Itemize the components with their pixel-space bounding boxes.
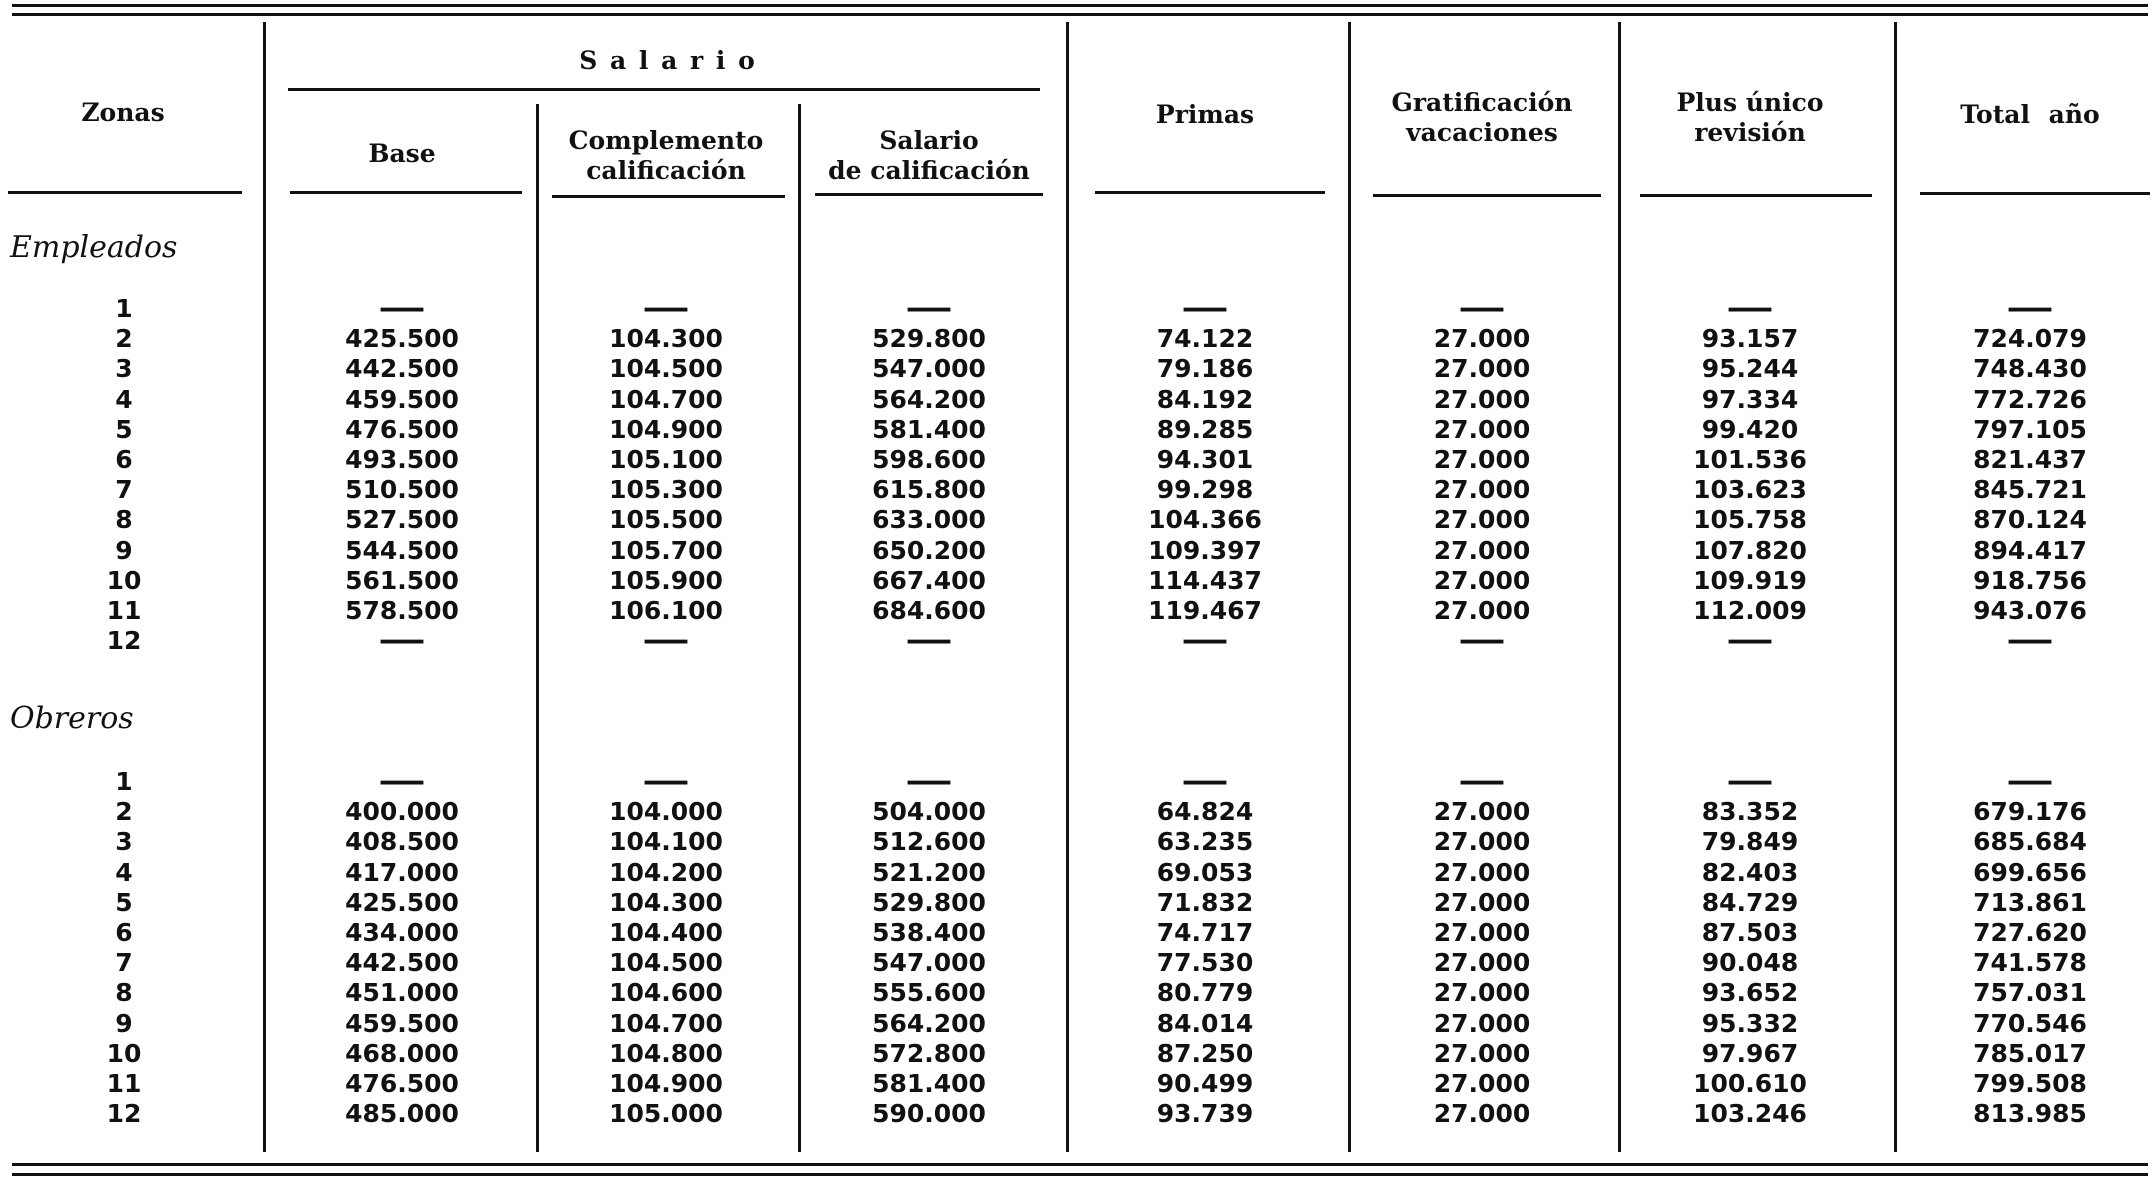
cell-base: 400.000 [345, 797, 459, 827]
cell-total: 772.726 [1973, 384, 2087, 414]
zone-number: 3 [115, 827, 133, 857]
cell-primas: 90.499 [1156, 1069, 1254, 1098]
cell-complemento: 104.200 [609, 857, 723, 887]
col-divider-5 [1348, 22, 1351, 1152]
salario-underline [288, 88, 1040, 91]
header-plus-line1: Plus único [1676, 88, 1824, 117]
cell-salario-calificacion: 581.400 [872, 414, 986, 444]
cell-primas: 77.530 [1156, 948, 1254, 978]
cell-complemento: 104.300 [609, 887, 723, 917]
col-divider-1 [263, 22, 266, 1152]
cell-salario-calificacion: 598.600 [872, 445, 986, 474]
cell-primas: 80.779 [1156, 978, 1254, 1008]
cell-base: 578.500 [345, 596, 459, 625]
cell-gratificacion: 27.000 [1433, 354, 1531, 384]
cell-base: 451.000 [345, 978, 459, 1008]
cell-complemento: 104.100 [609, 827, 723, 857]
cell-salario-calificacion: — [905, 623, 953, 659]
cell-primas: 71.832 [1156, 887, 1254, 917]
cell-base: — [378, 623, 426, 659]
header-complemento-line2: calificación [586, 156, 746, 185]
cell-complemento: 105.000 [609, 1099, 723, 1129]
cell-complemento: 104.900 [609, 414, 723, 444]
cell-complemento: 106.100 [609, 596, 723, 625]
cell-base: 434.000 [345, 918, 459, 947]
cell-plus: 90.048 [1701, 948, 1799, 978]
cell-gratificacion: — [1458, 623, 1506, 659]
cell-gratificacion: 27.000 [1433, 948, 1531, 978]
cell-complemento: 104.500 [609, 354, 723, 384]
zone-number: 8 [115, 505, 133, 535]
cell-primas: 74.717 [1156, 918, 1254, 947]
cell-plus: 100.610 [1693, 1069, 1807, 1098]
header-rule-primas [1095, 191, 1325, 194]
section-title-empleados: Empleados [10, 230, 178, 265]
cell-primas: 64.824 [1156, 797, 1254, 827]
zone-number: 12 [106, 626, 142, 656]
cell-plus: — [1726, 764, 1774, 799]
col-divider-2 [536, 104, 539, 1152]
cell-plus: 109.919 [1693, 565, 1807, 595]
cell-complemento: 104.600 [609, 978, 723, 1008]
cell-plus: 82.403 [1701, 857, 1799, 887]
cell-gratificacion: — [1458, 291, 1506, 326]
header-salario-calificacion [828, 126, 1030, 186]
cell-total: 918.756 [1973, 565, 2087, 595]
cell-complemento: 105.300 [609, 475, 723, 505]
cell-total: — [2006, 764, 2054, 799]
cell-plus: 112.009 [1693, 596, 1807, 625]
cell-plus: 93.157 [1701, 324, 1799, 354]
cell-salario-calificacion: 650.200 [872, 535, 986, 565]
cell-base: 425.500 [345, 324, 459, 354]
header-rule-base [290, 191, 522, 194]
header-total: Total año [1960, 100, 2100, 129]
cell-complemento: 104.700 [609, 384, 723, 414]
header-rule-zonas [8, 191, 242, 194]
cell-plus: 107.820 [1693, 535, 1807, 565]
top-rule-2 [12, 13, 2148, 16]
cell-total: 757.031 [1973, 978, 2087, 1008]
cell-primas: 89.285 [1156, 414, 1254, 444]
zone-number: 8 [115, 978, 133, 1008]
cell-primas: — [1181, 623, 1229, 659]
top-rule-1 [12, 4, 2148, 7]
cell-base: — [378, 291, 426, 326]
cell-total: 813.985 [1973, 1099, 2087, 1129]
cell-base: — [378, 764, 426, 799]
cell-base: 459.500 [345, 1008, 459, 1038]
header-plus-line2: revisión [1694, 118, 1806, 147]
zone-number: 10 [106, 565, 142, 595]
header-complemento [569, 126, 764, 186]
zone-number: 4 [115, 857, 133, 887]
header-gratificacion [1392, 88, 1573, 148]
cell-salario-calificacion: 581.400 [872, 1069, 986, 1098]
zone-number: 5 [115, 414, 133, 444]
zone-number: 7 [115, 948, 133, 978]
cell-total: 679.176 [1973, 797, 2087, 827]
cell-total: 845.721 [1973, 475, 2087, 505]
cell-total: 699.656 [1973, 857, 2087, 887]
cell-plus: 79.849 [1701, 827, 1799, 857]
cell-complemento: 104.400 [609, 918, 723, 947]
header-rule-gratificacion [1373, 194, 1601, 197]
header-rule-salario [815, 193, 1043, 196]
cell-salario-calificacion: 547.000 [872, 948, 986, 978]
header-rule-total [1920, 192, 2150, 195]
cell-base: 476.500 [345, 1069, 459, 1098]
col-divider-4 [1066, 22, 1069, 1152]
cell-primas: 69.053 [1156, 857, 1254, 887]
cell-salario-calificacion: 529.800 [872, 887, 986, 917]
zone-number: 2 [115, 324, 133, 354]
cell-primas: 79.186 [1156, 354, 1254, 384]
cell-primas: 94.301 [1156, 445, 1254, 474]
cell-complemento: 104.700 [609, 1008, 723, 1038]
cell-complemento: 104.900 [609, 1069, 723, 1098]
cell-gratificacion: 27.000 [1433, 596, 1531, 625]
zone-number: 7 [115, 475, 133, 505]
cell-plus: 93.652 [1701, 978, 1799, 1008]
cell-base: 476.500 [345, 414, 459, 444]
cell-salario-calificacion: 504.000 [872, 797, 986, 827]
zone-number: 6 [115, 445, 133, 474]
cell-plus: 103.246 [1693, 1099, 1807, 1129]
cell-complemento: — [642, 764, 690, 799]
cell-total: 713.861 [1973, 887, 2087, 917]
cell-complemento: 105.900 [609, 565, 723, 595]
cell-salario-calificacion: 512.600 [872, 827, 986, 857]
header-plus [1677, 88, 1824, 148]
zone-number: 2 [115, 797, 133, 827]
cell-plus: 95.244 [1701, 354, 1799, 384]
cell-plus: — [1726, 291, 1774, 326]
cell-total: 821.437 [1973, 445, 2087, 474]
cell-gratificacion: 27.000 [1433, 1069, 1531, 1098]
cell-total: 799.508 [1973, 1069, 2087, 1098]
cell-salario-calificacion: 555.600 [872, 978, 986, 1008]
cell-primas: 109.397 [1148, 535, 1262, 565]
cell-total: 685.684 [1973, 827, 2087, 857]
cell-primas: 84.014 [1156, 1008, 1254, 1038]
cell-salario-calificacion: 590.000 [872, 1099, 986, 1129]
cell-complemento: 104.500 [609, 948, 723, 978]
zone-number: 1 [115, 767, 133, 796]
cell-base: 510.500 [345, 475, 459, 505]
zone-number: 1 [115, 294, 133, 323]
cell-complemento: 104.000 [609, 797, 723, 827]
col-divider-3 [798, 104, 801, 1152]
cell-gratificacion: — [1458, 764, 1506, 799]
cell-primas: — [1181, 291, 1229, 326]
bottom-rule-1 [12, 1163, 2148, 1166]
cell-salario-calificacion: — [905, 764, 953, 799]
section-title-obreros: Obreros [10, 701, 134, 736]
cell-plus: 103.623 [1693, 475, 1807, 505]
cell-gratificacion: 27.000 [1433, 505, 1531, 535]
cell-total: 748.430 [1973, 354, 2087, 384]
cell-complemento: 104.300 [609, 324, 723, 354]
cell-complemento: 104.800 [609, 1038, 723, 1068]
cell-plus: 97.967 [1701, 1038, 1799, 1068]
header-salario-line2: de calificación [828, 156, 1030, 185]
cell-total: 894.417 [1973, 535, 2087, 565]
zone-number: 5 [115, 887, 133, 917]
cell-gratificacion: 27.000 [1433, 565, 1531, 595]
header-salario-line1: Salario [879, 126, 979, 155]
cell-complemento: 105.700 [609, 535, 723, 565]
cell-base: 417.000 [345, 857, 459, 887]
cell-total: 785.017 [1973, 1038, 2087, 1068]
zone-number: 4 [115, 384, 133, 414]
cell-total: 770.546 [1973, 1008, 2087, 1038]
cell-complemento: 105.500 [609, 505, 723, 535]
cell-plus: 95.332 [1701, 1008, 1799, 1038]
cell-total: — [2006, 623, 2054, 659]
cell-base: 527.500 [345, 505, 459, 535]
header-gratificacion-line2: vacaciones [1406, 118, 1558, 147]
cell-salario-calificacion: 633.000 [872, 505, 986, 535]
header-gratificacion-line1: Gratificación [1391, 88, 1573, 117]
cell-base: 561.500 [345, 565, 459, 595]
cell-gratificacion: 27.000 [1433, 887, 1531, 917]
cell-gratificacion: 27.000 [1433, 445, 1531, 474]
cell-base: 442.500 [345, 948, 459, 978]
cell-salario-calificacion: 564.200 [872, 1008, 986, 1038]
cell-complemento: 105.100 [609, 445, 723, 474]
zone-number: 9 [115, 1008, 133, 1038]
cell-total: 741.578 [1973, 948, 2087, 978]
cell-primas: 63.235 [1156, 827, 1254, 857]
zone-number: 3 [115, 354, 133, 384]
cell-gratificacion: 27.000 [1433, 978, 1531, 1008]
cell-primas: 84.192 [1156, 384, 1254, 414]
cell-gratificacion: 27.000 [1433, 918, 1531, 947]
cell-primas: 93.739 [1156, 1099, 1254, 1129]
cell-salario-calificacion: 615.800 [872, 475, 986, 505]
cell-total: 870.124 [1973, 505, 2087, 535]
header-rule-plus [1640, 194, 1872, 197]
header-zonas: Zonas [81, 98, 165, 127]
cell-gratificacion: 27.000 [1433, 414, 1531, 444]
cell-salario-calificacion: 572.800 [872, 1038, 986, 1068]
cell-total: 943.076 [1973, 596, 2087, 625]
zone-number: 10 [106, 1038, 142, 1068]
cell-primas: 87.250 [1156, 1038, 1254, 1068]
cell-salario-calificacion: 521.200 [872, 857, 986, 887]
cell-gratificacion: 27.000 [1433, 535, 1531, 565]
header-salario-group: S a l a r i o [579, 46, 757, 75]
cell-salario-calificacion: 564.200 [872, 384, 986, 414]
cell-primas: 104.366 [1148, 505, 1262, 535]
zone-number: 11 [106, 1069, 142, 1098]
header-rule-complemento [552, 195, 785, 198]
bottom-rule-2 [12, 1173, 2148, 1176]
cell-plus: 97.334 [1701, 384, 1799, 414]
cell-plus: 84.729 [1701, 887, 1799, 917]
cell-total: 727.620 [1973, 918, 2087, 947]
cell-gratificacion: 27.000 [1433, 475, 1531, 505]
cell-salario-calificacion: 538.400 [872, 918, 986, 947]
cell-total: 724.079 [1973, 324, 2087, 354]
cell-primas: 99.298 [1156, 475, 1254, 505]
cell-primas: 114.437 [1148, 565, 1262, 595]
cell-plus: — [1726, 623, 1774, 659]
cell-plus: 105.758 [1693, 505, 1807, 535]
cell-complemento: — [642, 623, 690, 659]
cell-gratificacion: 27.000 [1433, 797, 1531, 827]
cell-gratificacion: 27.000 [1433, 857, 1531, 887]
cell-primas: — [1181, 764, 1229, 799]
cell-base: 442.500 [345, 354, 459, 384]
cell-salario-calificacion: — [905, 291, 953, 326]
cell-salario-calificacion: 547.000 [872, 354, 986, 384]
cell-base: 493.500 [345, 445, 459, 474]
zone-number: 6 [115, 918, 133, 947]
cell-gratificacion: 27.000 [1433, 324, 1531, 354]
zone-number: 9 [115, 535, 133, 565]
cell-base: 459.500 [345, 384, 459, 414]
header-primas: Primas [1155, 100, 1255, 129]
cell-gratificacion: 27.000 [1433, 827, 1531, 857]
cell-total: — [2006, 291, 2054, 326]
cell-plus: 99.420 [1701, 414, 1799, 444]
cell-plus: 101.536 [1693, 445, 1807, 474]
cell-base: 485.000 [345, 1099, 459, 1129]
cell-plus: 87.503 [1701, 918, 1799, 947]
cell-complemento: — [642, 291, 690, 326]
cell-salario-calificacion: 684.600 [872, 596, 986, 625]
header-base: Base [368, 139, 436, 168]
cell-primas: 119.467 [1148, 596, 1262, 625]
cell-total: 797.105 [1973, 414, 2087, 444]
cell-gratificacion: 27.000 [1433, 1008, 1531, 1038]
cell-base: 544.500 [345, 535, 459, 565]
cell-salario-calificacion: 529.800 [872, 324, 986, 354]
cell-base: 425.500 [345, 887, 459, 917]
col-divider-7 [1894, 22, 1897, 1152]
cell-plus: 83.352 [1701, 797, 1799, 827]
cell-gratificacion: 27.000 [1433, 1099, 1531, 1129]
cell-primas: 74.122 [1156, 324, 1254, 354]
zone-number: 11 [106, 596, 142, 625]
cell-gratificacion: 27.000 [1433, 384, 1531, 414]
zone-number: 12 [106, 1099, 142, 1129]
cell-salario-calificacion: 667.400 [872, 565, 986, 595]
cell-base: 408.500 [345, 827, 459, 857]
col-divider-6 [1618, 22, 1621, 1152]
header-complemento-line1: Complemento [568, 126, 764, 155]
cell-base: 468.000 [345, 1038, 459, 1068]
cell-gratificacion: 27.000 [1433, 1038, 1531, 1068]
